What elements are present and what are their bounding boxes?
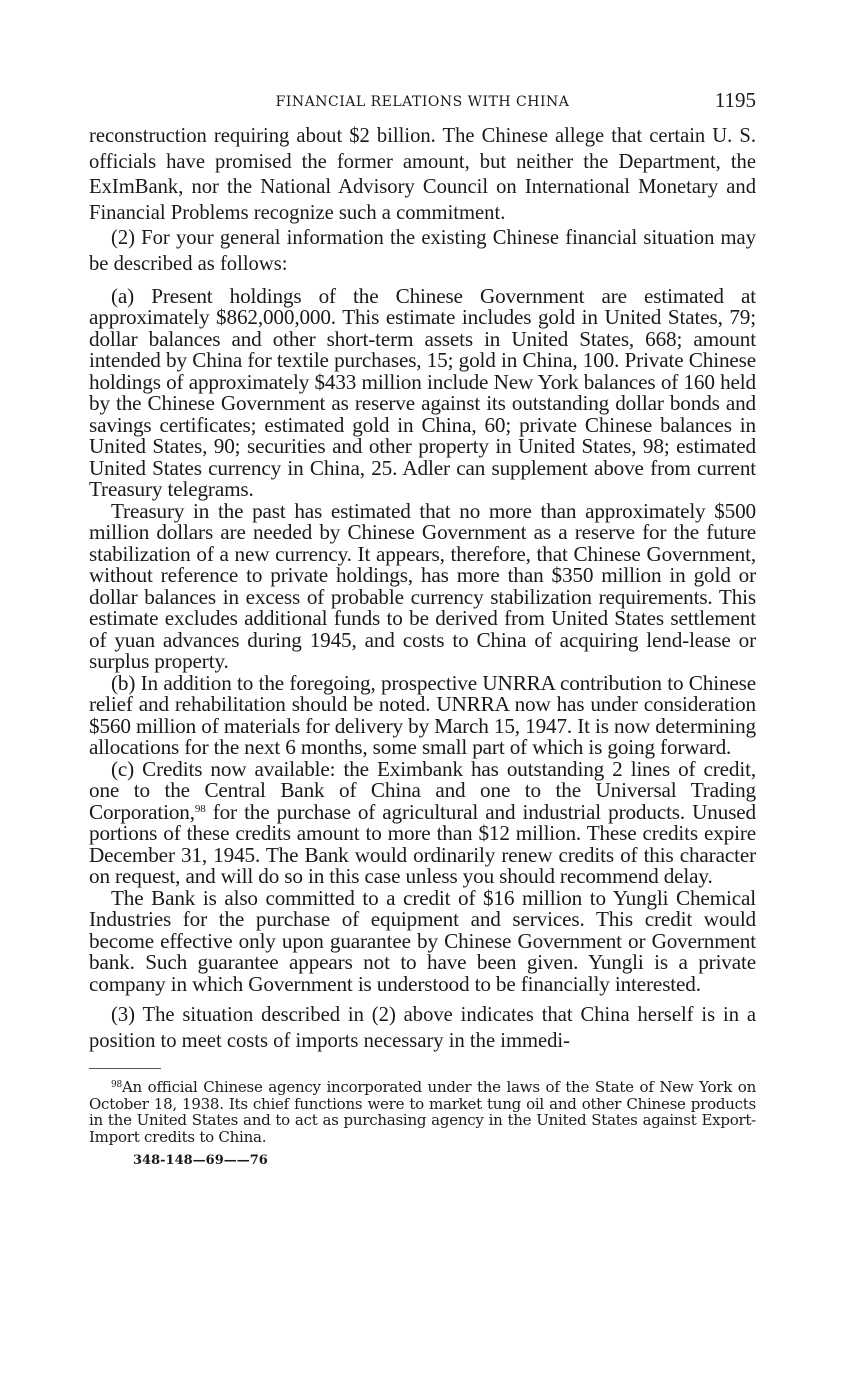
- credits-text-part-1: (c) Credits now available: the Eximbank has outstanding 2 lines of credit, one to the Central Bank of China and one to the Universal Trading Corporation,: [89, 756, 756, 824]
- footnote-divider: [89, 1068, 161, 1069]
- footnote-text: An official Chinese agency incorporated under the laws of the State of New York on October 18, 1938. Its chief functions were to market tung oil and other Chinese products in the United States and to act as purchasing agency in the United States against Export-Import credits to China.: [89, 1078, 756, 1146]
- paragraph-section-3: (3) The situation described in (2) above indicates that China herself is in a position to meet costs of imports necessary in the immedi-: [89, 1004, 756, 1052]
- running-title: FINANCIAL RELATIONS WITH CHINA: [275, 94, 570, 110]
- document-page: [89, 84, 756, 1168]
- paragraph-yungli: The Bank is also committed to a credit of $16 million to Yungli Chemical Industries for the purchase of equipment and services. This credit would become effective only upon guarantee by Chinese Government or Government bank. Such guarantee appears not to have been given. Yungli is a private company in which Government is understood to be financially interested.: [89, 885, 756, 996]
- page-number: 1195: [714, 88, 756, 112]
- paragraph-section-2: (2) For your general information the existing Chinese financial situation may be described as follows:: [89, 227, 756, 275]
- paragraph-unrra: (b) In addition to the foregoing, prospective UNRRA contribution to Chinese relief and rehabilitation should be noted. UNRRA now has under consideration $560 million of materials for delivery by March 15, 1947. It is now determining allocations for the next 6 months, some small part of which is going forward.: [89, 670, 756, 760]
- credits-text-part-2: for the purchase of agricultural and industrial products. Unused portions of these credits amount to more than $12 million. These credits expire December 31, 1945. The Bank would ordinarily renew credits of this character on request, and will do so in this case unless you should recommend delay.: [89, 799, 756, 889]
- running-header: [89, 84, 756, 124]
- paragraph-continuation: reconstruction requiring about $2 billion. The Chinese allege that certain U. S. officials have promised the former amount, but neither the Department, the ExImBank, nor the National Advisory Council on International Monetary and Financial Problems recognize such a commitment.: [89, 125, 756, 224]
- paragraph-holdings: (a) Present holdings of the Chinese Government are estimated at approximately $862,000,000. This estimate includes gold in United States, 79; dollar balances and other short-term assets in United States, 668; amount intended by China for textile purchases, 15; gold in China, 100. Private Chinese holdings of approximately $433 million include New York balances of 160 held by the Chinese Government as reserve against its outstanding dollar bonds and savings certificates; estimated gold in China, 60; private Chinese balances in United States, 90; securities and other property in United States, 98; estimated United States currency in China, 25. Adler can supplement above from current Treasury telegrams.: [89, 283, 756, 502]
- paragraph-treasury-estimate: Treasury in the past has estimated that no more than approximately $500 million dollars are needed by Chinese Government as a reserve for the future stabilization of a new currency. It appears, therefore, that Chinese Government, without reference to private holdings, has more than $350 million in gold or dollar balances in excess of probable currency stabilization requirements. This estimate excludes additional funds to be derived from United States settlement of yuan advances during 1945, and costs to China of acquiring lend-lease or surplus property.: [89, 498, 756, 674]
- printer-code: 348-148—69——76: [133, 1153, 268, 1169]
- paragraph-credits: [89, 756, 756, 889]
- footnote-number: 98: [111, 1080, 122, 1091]
- footnote: [89, 1077, 756, 1145]
- footnote-reference: 98: [194, 802, 206, 815]
